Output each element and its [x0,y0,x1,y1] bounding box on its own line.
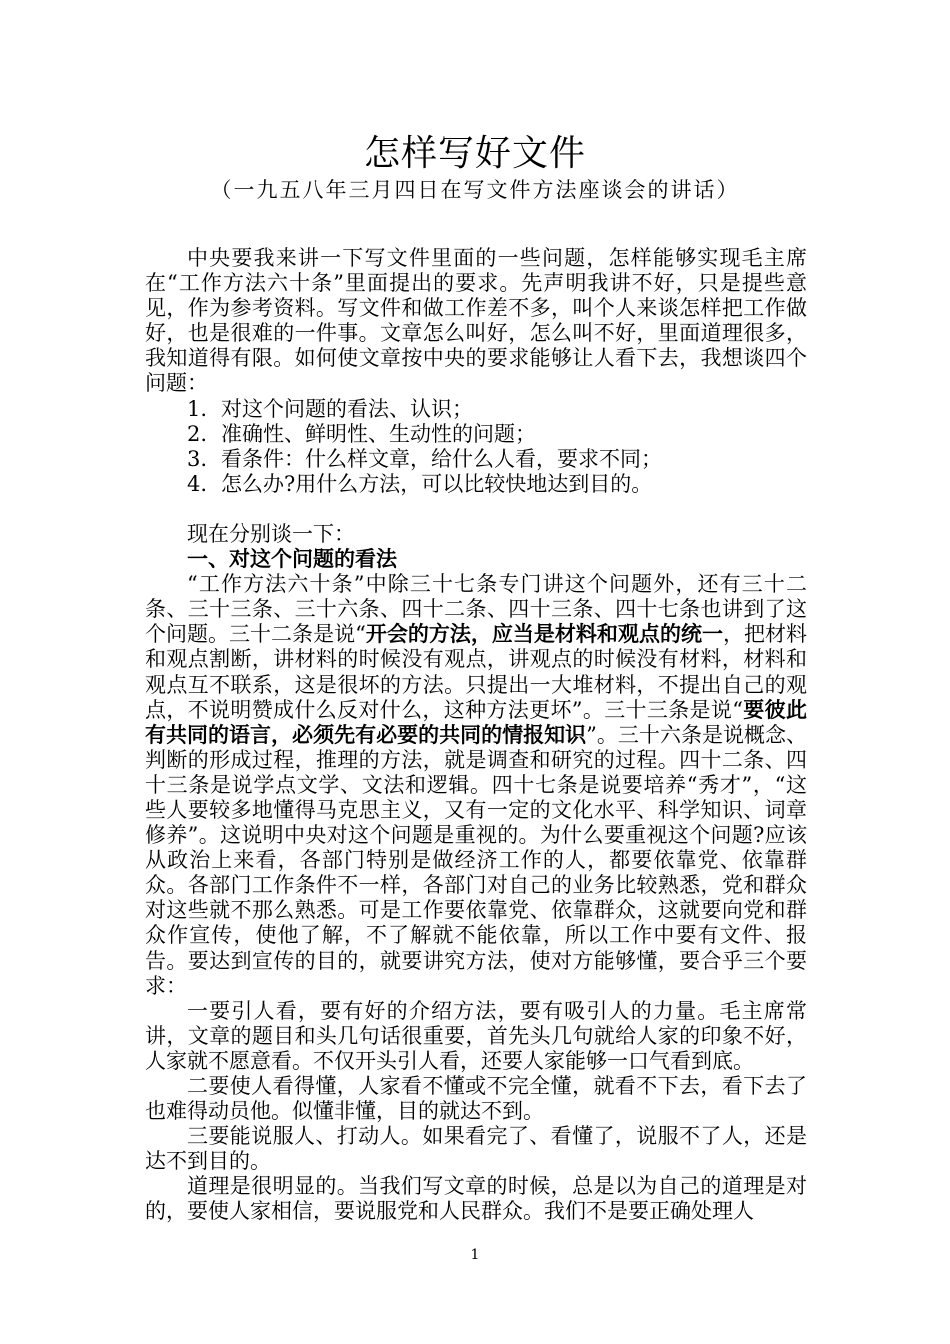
section-paragraph: 二要使人看得懂，人家看不懂或不完全懂，就看不下去，看下去了也难得动员他。似懂非懂，目的就达不到。 [145,1074,807,1124]
list-number: 2. [187,421,208,446]
document-subtitle: （一九五八年三月四日在写文件方法座谈会的讲话） [210,178,740,202]
section-paragraph: 一要引人看，要有好的介绍方法，要有吸引人的力量。毛主席常讲，文章的题目和头几句话很重要，首先头几句就给人家的印象不好，人家就不愿意看。不仅开头引人看，还要人家能够一口气看到底。 [145,998,807,1073]
paragraph-spacer [145,497,807,522]
paragraph-text: “工作方法六十条”中除三十七条专门讲这个问题外，还有三十二条、三十三条、三十六条、四十二条、四十三条、四十七条也讲到了这个问题。三十二条是说“ [145,572,807,647]
page-number: 1 [470,1247,480,1263]
list-text: 看条件：什么样文章，给什么人看，要求不同； [221,446,662,471]
section-heading: 一、对这个问题的看法 [187,547,397,572]
list-number: 4. [187,471,208,496]
list-text: 怎么办?用什么方法，可以比较快地达到目的。 [221,471,653,496]
bold-quote: 开会的方法，应当是材料和观点的统一 [365,622,723,647]
list-item [145,397,807,422]
paragraph-text: ”。三十六条是说概念、判断的形成过程，推理的方法，就是调查和研究的过程。四十二条、四十三条是说学点文学、文法和逻辑。四十七条是说要培养“秀才”，“这些人要较多地懂得马克思主义，又有一定的文化水平、科学知识、词章修养”。这说明中央对这个问题是重视的。为什么要重视这个问题?应该从政治上来看，各部门特别是做经济工作的人，都要依靠党、依靠群众。各部门工作条件不一样，各部门对自己的业务比较熟悉，党和群众对这些就不那么熟悉。可是工作要依靠党、依靠群众，这就要向党和群众作宣传，使他了解，不了解就不能依靠，所以工作中要有文件、报告。要达到宣传的目的，就要讲究方法，使对方能够懂，要合乎三个要求： [145,722,807,998]
list-text: 对这个问题的看法、认识； [221,396,473,421]
list-number: 1. [187,396,208,421]
list-item [145,447,807,472]
list-item [145,422,807,447]
section-paragraph: 三要能说服人、打动人。如果看完了、看懂了，说服不了人，还是达不到目的。 [145,1124,807,1174]
section-paragraph [145,572,807,999]
document-title: 怎样写好文件 [363,133,586,174]
section-paragraph: 道理是很明显的。当我们写文章的时候，总是以为自己的道理是对的，要使人家相信，要说服党和人民群众。我们不是要正确处理人 [145,1174,807,1224]
list-item [145,472,807,497]
intro-paragraph: 中央要我来讲一下写文件里面的一些问题，怎样能够实现毛主席在“工作方法六十条”里面提出的要求。先声明我讲不好，只是提些意见，作为参考资料。写文件和做工作差不多，叫个人来谈怎样把工作做好，也是很难的一件事。文章怎么叫好，怎么叫不好，里面道理很多，我知道得有限。如何使文章按中央的要求能够让人看下去，我想谈四个问题： [145,246,807,396]
transition-paragraph: 现在分别谈一下： [187,521,355,546]
list-text: 准确性、鲜明性、生动性的问题； [221,421,536,446]
paragraph-text: ，把材料和观点割断，讲材料的时候没有观点，讲观点的时候没有材料，材料和观点互不联系，这是很坏的方法。只提出一大堆材料，不提出自己的观点，不说明赞成什么反对什么，这种方法更坏”。三十三条是说“ [145,622,808,722]
document-body [145,246,807,1225]
list-number: 3. [187,446,208,471]
bold-quote: 要彼此有共同的语言，必须先有必要的共同的情报知识 [145,697,807,747]
